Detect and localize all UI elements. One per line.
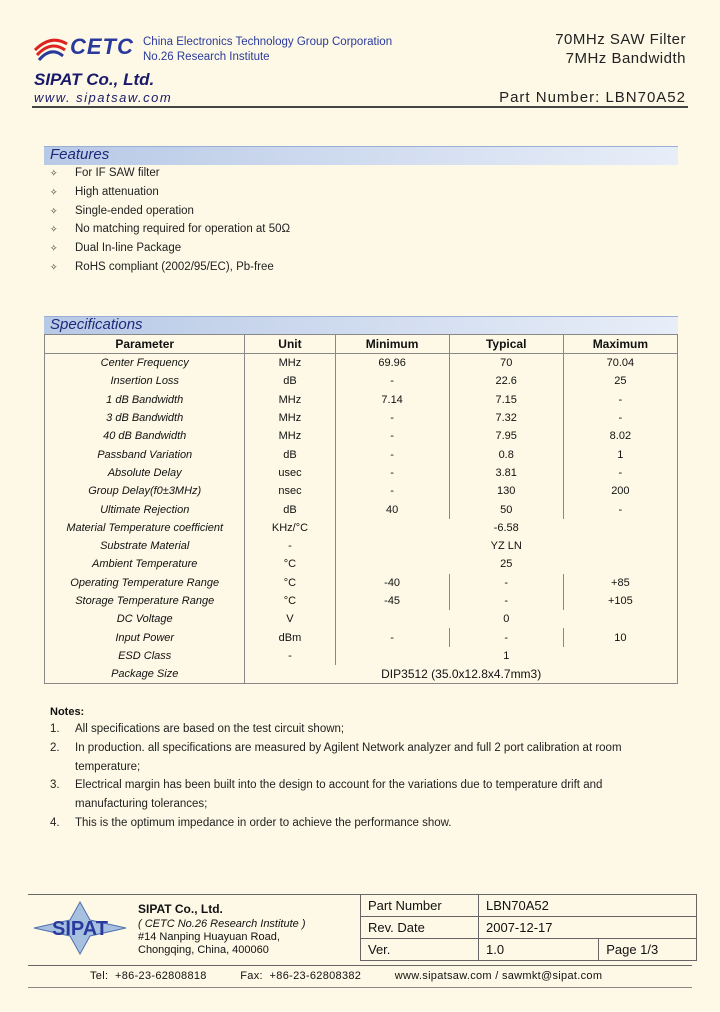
- value-cell: +85: [563, 574, 677, 592]
- sipat-logo-text: SIPAT: [52, 918, 108, 940]
- note-item: [50, 798, 207, 810]
- value-cell: +105: [563, 592, 677, 610]
- value-cell: -45: [335, 592, 449, 610]
- table-header-row: [45, 335, 678, 354]
- unit-cell: °C: [245, 574, 335, 592]
- value-cell: 1: [335, 647, 677, 665]
- table-row: [45, 647, 678, 665]
- value-cell: 8.02: [563, 427, 677, 445]
- table-row: [45, 555, 678, 573]
- unit-cell: usec: [245, 464, 335, 482]
- value-cell: -: [335, 409, 449, 427]
- value-cell: 25: [563, 372, 677, 390]
- feature-item: [50, 205, 194, 217]
- table-row: [45, 427, 678, 445]
- org-name-line1: China Electronics Technology Group Corporation: [143, 36, 393, 48]
- table-row: [45, 445, 678, 463]
- value-cell: -: [563, 391, 677, 409]
- feature-item: [50, 186, 159, 198]
- feature-text: RoHS compliant (2002/95/EC), Pb-free: [75, 261, 274, 273]
- unit-cell: dBm: [245, 628, 335, 646]
- rev-date-value: 2007-12-17: [479, 917, 697, 939]
- feature-text: For IF SAW filter: [75, 167, 160, 179]
- unit-cell: dB: [245, 372, 335, 390]
- bullet-icon: ✧: [50, 243, 58, 254]
- feature-text: High attenuation: [75, 185, 159, 198]
- value-cell: 130: [449, 482, 563, 500]
- value-cell: 7.95: [449, 427, 563, 445]
- value-cell: -: [449, 628, 563, 646]
- value-cell: -6.58: [335, 519, 677, 537]
- bullet-icon: ✧: [50, 224, 58, 235]
- table-row: [45, 519, 678, 537]
- unit-cell: dB: [245, 445, 335, 463]
- bullet-icon: ✧: [50, 186, 58, 197]
- table-row: [45, 354, 678, 373]
- value-cell: 50: [449, 500, 563, 518]
- note-text: In production. all specifications are measured by Agilent Network analyzer and full 2 port calibration at room: [75, 741, 622, 754]
- value-cell: 3.81: [449, 464, 563, 482]
- table-row: [45, 592, 678, 610]
- table-row: [45, 409, 678, 427]
- param-cell: Insertion Loss: [45, 372, 245, 390]
- cetc-logo-text: CETC: [70, 34, 134, 59]
- note-text: manufacturing tolerances;: [75, 798, 208, 811]
- value-cell: YZ LN: [335, 537, 677, 555]
- value-cell: 22.6: [449, 372, 563, 390]
- value-cell: 7.15: [449, 391, 563, 409]
- note-item: [50, 761, 140, 773]
- specifications-title: Specifications: [50, 316, 143, 333]
- param-cell: Storage Temperature Range: [45, 592, 245, 610]
- unit-cell: MHz: [245, 427, 335, 445]
- bullet-icon: ✧: [50, 205, 58, 216]
- table-row: [45, 500, 678, 518]
- column-header: Parameter: [45, 335, 245, 354]
- part-number-value: LBN70A52: [479, 895, 697, 917]
- unit-cell: MHz: [245, 391, 335, 409]
- features-bar: [44, 146, 678, 165]
- feature-item: [50, 167, 160, 179]
- table-row: [45, 574, 678, 592]
- unit-cell: KHz/°C: [245, 519, 335, 537]
- feature-text: No matching required for operation at 50Ω: [75, 223, 291, 236]
- version-label: Ver.: [361, 939, 479, 961]
- table-row: [45, 482, 678, 500]
- sipat-logo-icon: [32, 900, 128, 956]
- value-cell: -: [335, 445, 449, 463]
- value-cell: 70: [449, 354, 563, 373]
- product-title: 70MHz SAW Filter: [555, 31, 686, 48]
- footer-bottom-line: [28, 987, 692, 988]
- unit-cell: dB: [245, 500, 335, 518]
- param-cell: DC Voltage: [45, 610, 245, 628]
- value-cell: 10: [563, 628, 677, 646]
- footer-contact: Tel: +86-23-62808818 Fax: +86-23-62808382 www.sipatsaw.com / sawmkt@sipat.com: [90, 970, 603, 982]
- param-cell: 3 dB Bandwidth: [45, 409, 245, 427]
- org-name-line2: No.26 Research Institute: [143, 51, 270, 63]
- param-cell: 1 dB Bandwidth: [45, 391, 245, 409]
- table-row: [45, 537, 678, 555]
- value-cell: 7.32: [449, 409, 563, 427]
- unit-cell: V: [245, 610, 335, 628]
- note-text: temperature;: [75, 760, 141, 773]
- rev-date-label: Rev. Date: [361, 917, 479, 939]
- value-cell: -: [563, 464, 677, 482]
- unit-cell: °C: [245, 592, 335, 610]
- table-row: [45, 610, 678, 628]
- footer-address: #14 Nanping Huayuan Road,: [138, 931, 280, 943]
- param-cell: Center Frequency: [45, 354, 245, 373]
- param-cell: ESD Class: [45, 647, 245, 665]
- unit-cell: nsec: [245, 482, 335, 500]
- specifications-table: [44, 334, 678, 684]
- header-divider: [32, 106, 688, 108]
- footer-city: Chongqing, China, 400060: [138, 944, 269, 956]
- param-cell: Substrate Material: [45, 537, 245, 555]
- note-text: All specifications are based on the test circuit shown;: [75, 723, 345, 735]
- value-cell: 70.04: [563, 354, 677, 373]
- note-item: [50, 779, 602, 791]
- value-cell: -: [335, 628, 449, 646]
- param-cell: Absolute Delay: [45, 464, 245, 482]
- unit-cell: -: [245, 537, 335, 555]
- table-row: [45, 372, 678, 390]
- note-item: [50, 817, 452, 829]
- bullet-icon: ✧: [50, 262, 58, 272]
- table-row: [45, 391, 678, 409]
- param-cell: Passband Variation: [45, 445, 245, 463]
- feature-item: [50, 223, 290, 235]
- value-cell: -: [335, 464, 449, 482]
- param-cell: Ultimate Rejection: [45, 500, 245, 518]
- version-value: 1.0: [479, 939, 599, 961]
- value-cell: 0.8: [449, 445, 563, 463]
- value-cell: -: [449, 574, 563, 592]
- value-cell: 40: [335, 500, 449, 518]
- table-row: [45, 665, 678, 684]
- features-title: Features: [50, 146, 110, 163]
- note-text: Electrical margin has been built into the design to account for the variations due to temperature drift and: [75, 779, 603, 792]
- column-header: Unit: [245, 335, 335, 354]
- company-website: www. sipatsaw.com: [34, 90, 173, 105]
- value-cell: -: [335, 427, 449, 445]
- part-number: Part Number: LBN70A52: [499, 89, 686, 106]
- column-header: Typical: [449, 335, 563, 354]
- footer-info-table: [360, 894, 697, 961]
- unit-cell: DIP3512 (35.0x12.8x4.7mm3): [245, 665, 678, 684]
- footer-company: SIPAT Co., Ltd.: [138, 902, 223, 916]
- feature-item: [50, 242, 181, 254]
- param-cell: Package Size: [45, 665, 245, 684]
- value-cell: 1: [563, 445, 677, 463]
- table-row: [45, 464, 678, 482]
- note-number: 3.: [50, 779, 60, 792]
- value-cell: 7.14: [335, 391, 449, 409]
- value-cell: -: [335, 372, 449, 390]
- feature-text: Single-ended operation: [75, 204, 194, 217]
- notes-title: Notes:: [50, 706, 85, 718]
- value-cell: -: [449, 592, 563, 610]
- note-item: [50, 742, 622, 754]
- product-subtitle: 7MHz Bandwidth: [565, 50, 686, 67]
- feature-text: Dual In-line Package: [75, 242, 182, 255]
- bullet-icon: ✧: [50, 168, 58, 178]
- note-number: 1.: [50, 723, 60, 735]
- value-cell: -: [563, 409, 677, 427]
- company-name: SIPAT Co., Ltd.: [34, 70, 155, 89]
- note-number: 4.: [50, 817, 60, 829]
- value-cell: -: [563, 500, 677, 518]
- value-cell: 69.96: [335, 354, 449, 373]
- table-row: [45, 628, 678, 646]
- param-cell: Operating Temperature Range: [45, 574, 245, 592]
- param-cell: Ambient Temperature: [45, 555, 245, 573]
- note-text: This is the optimum impedance in order to achieve the performance show.: [75, 817, 452, 829]
- param-cell: 40 dB Bandwidth: [45, 427, 245, 445]
- value-cell: -: [335, 482, 449, 500]
- param-cell: Group Delay(f0±3MHz): [45, 482, 245, 500]
- param-cell: Material Temperature coefficient: [45, 519, 245, 537]
- param-cell: Input Power: [45, 628, 245, 646]
- column-header: Minimum: [335, 335, 449, 354]
- page-indicator: Page 1/3: [599, 939, 697, 961]
- unit-cell: MHz: [245, 354, 335, 373]
- note-number: 2.: [50, 741, 60, 754]
- part-number-label: Part Number: [361, 895, 479, 917]
- unit-cell: -: [245, 647, 335, 665]
- note-item: [50, 723, 344, 735]
- value-cell: 25: [335, 555, 677, 573]
- unit-cell: °C: [245, 555, 335, 573]
- value-cell: 0: [335, 610, 677, 628]
- footer-institute: ( CETC No.26 Research Institute ): [138, 918, 306, 930]
- column-header: Maximum: [563, 335, 677, 354]
- value-cell: -40: [335, 574, 449, 592]
- value-cell: 200: [563, 482, 677, 500]
- feature-item: [50, 261, 274, 273]
- unit-cell: MHz: [245, 409, 335, 427]
